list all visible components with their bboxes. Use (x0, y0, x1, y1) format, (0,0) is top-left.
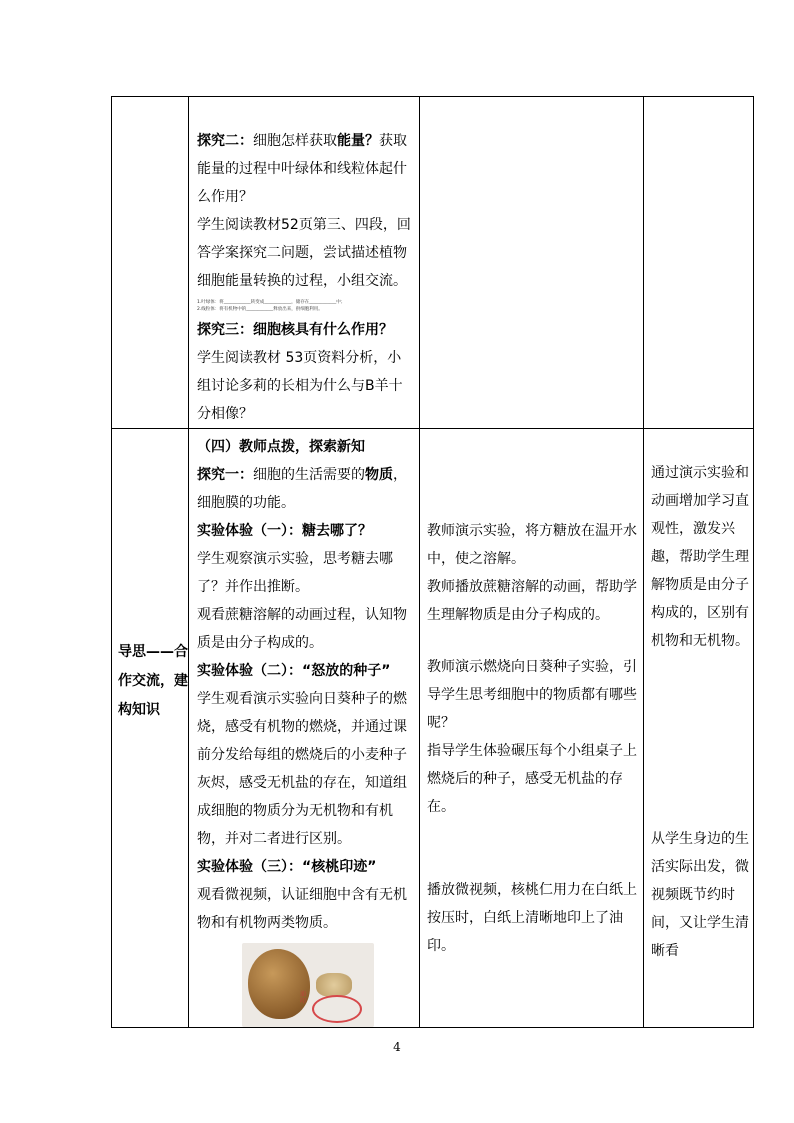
text-bold: 能量？ (337, 133, 379, 149)
design-intent-cell (644, 429, 754, 1028)
paragraph (197, 601, 413, 657)
paragraph-heading (197, 316, 413, 344)
section-heading (197, 433, 413, 461)
walnut-kernel-image (316, 973, 352, 997)
text-bold: 实验体验（二）：“怒放的种子” (197, 663, 391, 679)
text: 教师演示燃烧向日葵种子实验，引导学生思考细胞中的物质都有哪些呢？ (427, 659, 637, 731)
paragraph (197, 127, 413, 211)
text: 观看蔗糖溶解的动画过程，认知物质是由分子构成的。 (197, 607, 407, 651)
experiment-heading (197, 517, 413, 545)
paragraph (651, 825, 749, 965)
text: 通过演示实验和动画增加学习直观性，激发兴趣，帮助学生理解物质是由分子构成的，区别有机物和无机物。 (651, 465, 749, 649)
text: 学生观察演示实验，思考糖去哪了？并作出推断。 (197, 551, 393, 595)
paragraph (427, 573, 637, 629)
text-bold: 探究三：细胞核具有什么作用？ (197, 322, 393, 338)
text-bold: （四）教师点拨，探索新知 (197, 439, 365, 455)
oil-print-label: 油印 (300, 991, 307, 1005)
teacher-activity-cell (420, 429, 644, 1028)
text: 细胞怎样获取 (253, 133, 337, 149)
text: 指导学生体验碾压每个小组桌子上燃烧后的种子，感受无机盐的存在。 (427, 743, 637, 815)
text: 观看微视频，认证细胞中含有无机物和有机物两类物质。 (197, 887, 407, 931)
design-intent-cell-empty (644, 97, 754, 429)
experiment-heading (197, 657, 413, 685)
paragraph (427, 737, 637, 821)
text: 学生阅读教材 53页资料分析，小组讨论多莉的长相为什么与B羊十分相像？ (197, 350, 403, 422)
table-row (112, 429, 754, 1028)
text-bold: 实验体验（一）：糖去哪了？ (197, 523, 372, 539)
stage-cell-empty (112, 97, 189, 429)
worksheet-line: 1.叶绿体：将____________转变成____________，储存在____________中； (197, 300, 346, 305)
text: ，细胞膜的功能。 (197, 467, 407, 511)
paragraph (651, 459, 749, 655)
text: 播放微视频，核桃仁用力在白纸上按压时，白纸上清晰地印上了油印。 (427, 882, 637, 954)
experiment-heading (197, 853, 413, 881)
student-activity-cell (189, 429, 420, 1028)
text: 从学生身边的生活实际出发，微视频既节约时间，又让学生清晰看 (651, 831, 749, 959)
page-number: 4 (393, 1040, 401, 1054)
text-bold: 物质 (365, 467, 393, 483)
lesson-plan-table (111, 96, 754, 1028)
text-bold: 实验体验（三）：“核桃印迹” (197, 859, 377, 875)
worksheet-line: 2.线粒体：将有机物中的____________释放出来，供细胞利用。 (197, 307, 323, 312)
paragraph (197, 211, 413, 295)
walnut-image (248, 949, 310, 1019)
text: 教师演示实验，将方糖放在温开水中，使之溶解。 (427, 523, 637, 567)
paragraph (427, 653, 637, 737)
student-activity-cell (189, 97, 420, 429)
text: 细胞的生活需要的 (253, 467, 365, 483)
paragraph (427, 517, 637, 573)
paragraph (197, 685, 413, 853)
paragraph (197, 461, 413, 517)
paragraph (197, 881, 413, 937)
table-row (112, 97, 754, 429)
text: 获取能量的过程中叶绿体和线粒体起什么作用？ (197, 133, 407, 205)
stage-label: 导思——合作交流，建构知识 (118, 644, 188, 718)
paragraph (427, 876, 637, 960)
stage-cell (112, 429, 189, 1028)
paragraph (197, 344, 413, 428)
text: 学生观看演示实验向日葵种子的燃烧，感受有机物的燃烧，并通过课前分发给每组的燃烧后的小麦种子灰烬，感受无机盐的存在，知道组成细胞的物质分为无机物和有机物，并对二者进行区别。 (197, 691, 407, 847)
text-bold: 探究二： (197, 133, 253, 149)
text-bold: 探究一： (197, 467, 253, 483)
paragraph (197, 545, 413, 601)
text: 学生阅读教材52页第三、四段，回答学案探究二问题，尝试描述植物细胞能量转换的过程，小组交流。 (197, 217, 411, 289)
oil-print-circle (312, 995, 362, 1023)
worksheet-snippet (197, 299, 413, 313)
teacher-activity-cell-empty (420, 97, 644, 429)
walnut-print-photo (242, 943, 374, 1027)
text: 教师播放蔗糖溶解的动画，帮助学生理解物质是由分子构成的。 (427, 579, 637, 623)
